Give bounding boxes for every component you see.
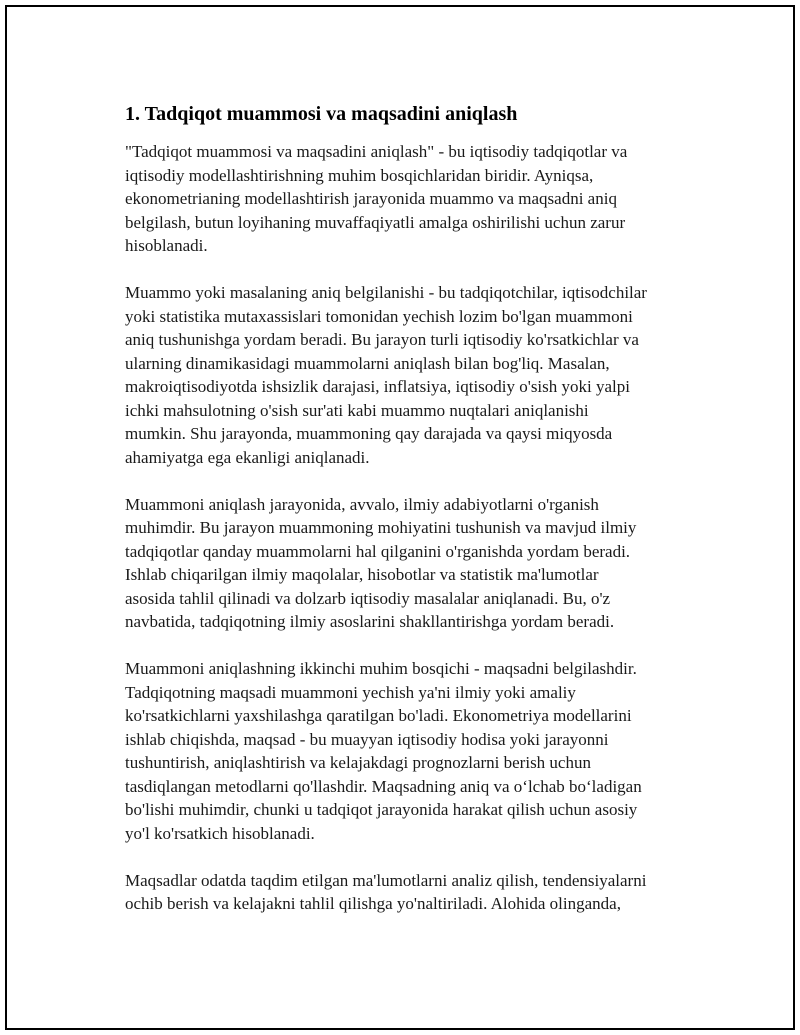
text-line: bo'lishi muhimdir, chunki u tadqiqot jarayonida harakat qilish uchun asosiy xyxy=(125,800,638,819)
text-line: muhimdir. Bu jarayon muammoning mohiyatini tushunish va mavjud ilmiy xyxy=(125,518,637,537)
text-line: mumkin. Shu jarayonda, muammoning qay darajada va qaysi miqyosda xyxy=(125,424,613,443)
document-content xyxy=(125,102,705,939)
paragraph-3 xyxy=(125,493,705,634)
text-line: ekonometrianing modellashtirish jarayonida muammo va maqsadni aniq xyxy=(125,189,617,208)
text-line: Muammoni aniqlash jarayonida, avvalo, ilmiy adabiyotlarni o'rganish xyxy=(125,494,599,514)
text-line: Maqsadlar odatda taqdim etilgan ma'lumotlarni analiz qilish, tendensiyalarni xyxy=(125,870,647,890)
text-line: Ishlab chiqarilgan ilmiy maqolalar, hisobotlar va statistik ma'lumotlar xyxy=(125,565,599,584)
text-line: ishlab chiqishda, maqsad - bu muayyan iqtisodiy hodisa yoki jarayonni xyxy=(125,729,609,749)
text-line: belgilash, butun loyihaning muvaffaqiyatli amalga oshirilishi uchun zarur xyxy=(125,212,626,232)
text-line: aniq tushunishga yordam beradi. Bu jarayon turli iqtisodiy ko'rsatkichlar va xyxy=(125,330,639,349)
paragraph-1 xyxy=(125,140,705,258)
text-line: ko'rsatkichlarni yaxshilashga qaratilgan bo'ladi. Ekonometriya modellarini xyxy=(125,706,632,725)
text-line: hisoblanadi. xyxy=(125,236,208,255)
text-line: Muammo yoki masalaning aniq belgilanishi - bu tadqiqotchilar, iqtisodchilar xyxy=(125,283,647,302)
text-line: tasdiqlangan metodlarni qo'llashdir. Maqsadning aniq va o‘lchab bo‘ladigan xyxy=(125,776,642,796)
text-line: ahamiyatga ega ekanligi aniqlanadi. xyxy=(125,447,370,467)
paragraph-5 xyxy=(125,869,705,916)
paragraph-4 xyxy=(125,657,705,845)
text-line: tushuntirish, aniqlashtirish va kelajakdagi prognozlarni berish uchun xyxy=(125,753,591,772)
text-line: ularning dinamikasidagi muammolarni aniqlash bilan bog'liq. Masalan, xyxy=(125,353,610,373)
text-line: yo'l ko'rsatkich hisoblanadi. xyxy=(125,823,315,843)
text-line: ochib berish va kelajakni tahlil qilishga yo'naltiriladi. Alohida olinganda, xyxy=(125,894,621,913)
text-line: "Tadqiqot muammosi va maqsadini aniqlash" - bu iqtisodiy tadqiqotlar va xyxy=(125,142,628,161)
text-line: ichki mahsulotning o'sish sur'ati kabi muammo nuqtalari aniqlanishi xyxy=(125,400,589,420)
document-page xyxy=(5,5,795,1030)
text-line: asosida tahlil qilinadi va dolzarb iqtisodiy masalalar aniqlanadi. Bu, o'z xyxy=(125,588,611,608)
section-title: 1. Tadqiqot muammosi va maqsadini aniqlash xyxy=(125,103,518,125)
paragraph-2 xyxy=(125,281,705,469)
text-line: tadqiqotlar qanday muammolarni hal qilganini o'rganishda yordam beradi. xyxy=(125,541,631,561)
text-line: yoki statistika mutaxassislari tomonidan yechish lozim bo'lgan muammoni xyxy=(125,306,633,326)
text-line: makroiqtisodiyotda ishsizlik darajasi, inflatsiya, iqtisodiy o'sish yoki yalpi xyxy=(125,377,630,396)
text-line: iqtisodiy modellashtirishning muhim bosqichlaridan biridir. Ayniqsa, xyxy=(125,165,594,185)
text-line: Muammoni aniqlashning ikkinchi muhim bosqichi - maqsadni belgilashdir. xyxy=(125,659,637,678)
text-line: Tadqiqotning maqsadi muammoni yechish ya'ni ilmiy yoki amaliy xyxy=(125,682,576,702)
text-line: navbatida, tadqiqotning ilmiy asoslarini shakllantirishga yordam beradi. xyxy=(125,612,615,631)
